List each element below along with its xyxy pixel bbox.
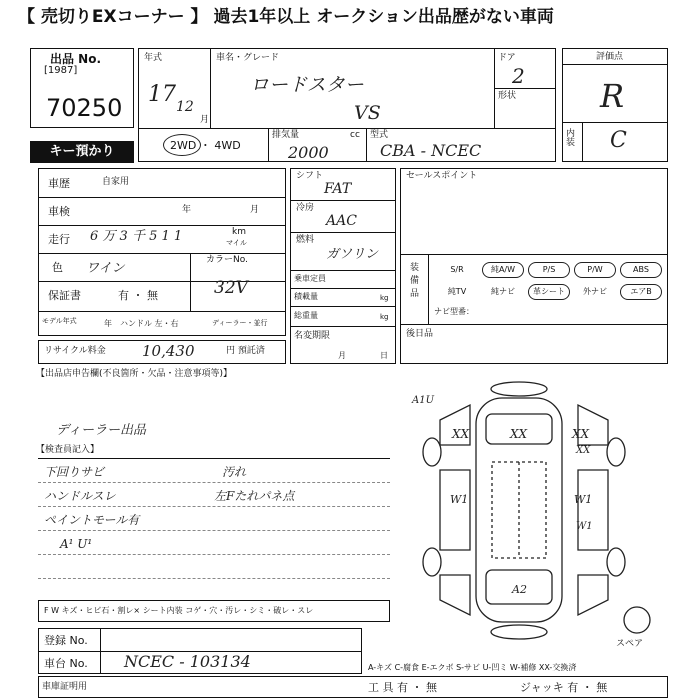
warranty-value: 有 ・ 無 <box>118 289 158 302</box>
equipment-label: 装備品 <box>410 263 420 299</box>
load-label: 積載量 <box>294 292 318 301</box>
fuel-value: ガソリン <box>326 247 379 262</box>
inspector-note-3: ペイントモール有 <box>44 513 140 527</box>
chassis-label: 車台 No. <box>44 657 88 670</box>
shaken-month-label: 月 <box>250 205 260 215</box>
tools-label: 工 具 有 ・ 無 <box>368 681 437 694</box>
equipment-chip: 純ナビ <box>491 287 515 296</box>
declaration-label: 【出品店申告欄(不良箇所・欠品・注意事項等)】 <box>36 369 233 379</box>
fuel-label: 燃料 <box>296 235 315 245</box>
equipment-chip: P/W <box>574 262 616 278</box>
key-badge: キー預かり <box>30 141 134 163</box>
recycle-label: リサイクル料金 <box>44 346 106 356</box>
score-value: R <box>600 77 625 115</box>
banner-title: 【 売切りEXコーナー 】 過去1年以上 オークション出品歴がない車両 <box>18 7 554 27</box>
inspector-note-4: A¹ U¹ <box>60 537 93 551</box>
cert-label: 車庫証明用 <box>42 682 88 692</box>
diagram-mark-4: W1 <box>450 493 469 506</box>
cc-label: cc <box>350 130 360 140</box>
mile-label: マイル <box>226 239 247 247</box>
inspector-note-2: ハンドルスレ <box>44 489 116 503</box>
history-value: 自家用 <box>102 177 130 187</box>
total-weight-label: 総重量 <box>294 311 318 320</box>
car-name-value: ロードスター <box>250 74 364 96</box>
recycle-deposit-label: 円 預託済 <box>226 346 265 356</box>
mileage-value: 6 万 3 千 5 1 1 <box>90 229 183 244</box>
year-value: 17 <box>148 82 176 107</box>
displacement-value: 2000 <box>288 143 329 162</box>
dealer-label: ディーラー・並行 <box>212 319 268 327</box>
diagram-mark-9: W1 <box>576 521 593 532</box>
aircon-value: AAC <box>326 213 357 229</box>
damage-legend: A-キズ C-腐食 E-エクボ S-サビ U-凹ミ W-補修 XX-交換済 <box>368 663 577 672</box>
month-value: 12 <box>176 99 194 115</box>
nen-label: 年 <box>104 319 112 328</box>
history-label: 車歴 <box>48 177 70 190</box>
warranty-label: 保証書 <box>48 289 81 302</box>
equipment-chip: エアB <box>620 284 662 300</box>
recycle-value: 10,430 <box>142 342 195 360</box>
model-year-label: モデル年式 <box>42 317 77 325</box>
lot-year-code: [1987] <box>44 65 78 76</box>
diagram-mark-6: A2 <box>512 583 527 596</box>
navi-type-label: ナビ型番： <box>434 307 474 316</box>
shaken-label: 車検 <box>48 205 70 218</box>
name-change-label: 名変期限 <box>294 331 331 341</box>
weight-kg: kg <box>380 313 389 321</box>
equipment-chip: 外ナビ <box>583 287 607 296</box>
grade-value: VS <box>354 102 381 124</box>
year-label: 年式 <box>144 53 163 63</box>
shift-label: シフト <box>296 171 324 181</box>
km-label: km <box>232 227 246 237</box>
mileage-label: 走行 <box>48 233 70 246</box>
color-label: 色 <box>52 261 63 274</box>
interior-label: 内装 <box>566 129 576 148</box>
inspector-label: 【検査員記入】 <box>36 445 100 455</box>
lot-label: 出品 No. <box>50 52 102 66</box>
month-label: 月 <box>200 115 210 125</box>
name-grade-label: 車名・グレード <box>216 53 280 63</box>
equipment-chip: 純A/W <box>482 262 524 278</box>
diagram-mark-2: XX <box>510 427 528 441</box>
doors-value: 2 <box>512 64 525 88</box>
shift-value: FAT <box>324 181 352 197</box>
equipment-chip: ABS <box>620 262 662 278</box>
registration-label: 登録 No. <box>44 634 88 647</box>
diagram-mark-3: XX <box>572 427 590 441</box>
jack-label: ジャッキ 有 ・ 無 <box>520 681 608 694</box>
sales-point-label: セールスポイント <box>406 171 478 181</box>
fw-row-label: F W キズ・ヒビ石・割レ× シート内装 コゲ・穴・汚レ・シミ・破レ・スレ <box>44 606 314 615</box>
declaration-note: ディーラー出品 <box>56 423 146 438</box>
load-kg: kg <box>380 294 389 302</box>
inspector-note-right-1: 汚れ <box>222 465 247 479</box>
equipment-chip: P/S <box>528 262 570 278</box>
color-no-label: カラーNo. <box>206 255 248 265</box>
model-type-value: CBA - NCEC <box>380 141 482 160</box>
name-change-month: 月 <box>338 351 346 360</box>
doors-label: ドア <box>498 53 516 63</box>
inspector-note-1: 下回りサビ <box>44 465 105 479</box>
equipment-chip: 革シート <box>528 284 570 300</box>
color-value: ワイン <box>86 261 125 276</box>
displacement-label: 排気量 <box>272 130 300 140</box>
handle-label: ハンドル 左・右 <box>120 319 179 328</box>
interior-value: C <box>610 128 627 153</box>
score-label: 評価点 <box>596 52 624 62</box>
name-change-day: 日 <box>380 351 388 360</box>
diagram-mark-8: XX <box>576 445 591 456</box>
diagram-mark-1: XX <box>452 427 470 441</box>
chassis-value: NCEC - 103134 <box>124 652 251 671</box>
color-no-value: 32V <box>214 278 248 298</box>
shaken-year-label: 年 <box>182 205 192 215</box>
drive-label: 2WD ・ 4WD <box>170 139 241 152</box>
spare-label: スペア <box>616 639 644 649</box>
capacity-label: 乗車定員 <box>294 274 326 283</box>
postscript-label: 後日品 <box>406 329 434 339</box>
diagram-mark-5: W1 <box>574 493 593 506</box>
shape-label: 形状 <box>498 91 517 101</box>
model-type-label: 型式 <box>370 130 389 140</box>
equipment-chip: 純TV <box>447 287 467 296</box>
lot-number: 70250 <box>46 94 123 122</box>
diagram-mark-7: A1U <box>412 395 435 406</box>
inspector-note-right-2: 左Fたれパネ点 <box>214 489 295 503</box>
aircon-label: 冷房 <box>296 203 315 213</box>
equipment-chip: S/R <box>450 265 464 274</box>
